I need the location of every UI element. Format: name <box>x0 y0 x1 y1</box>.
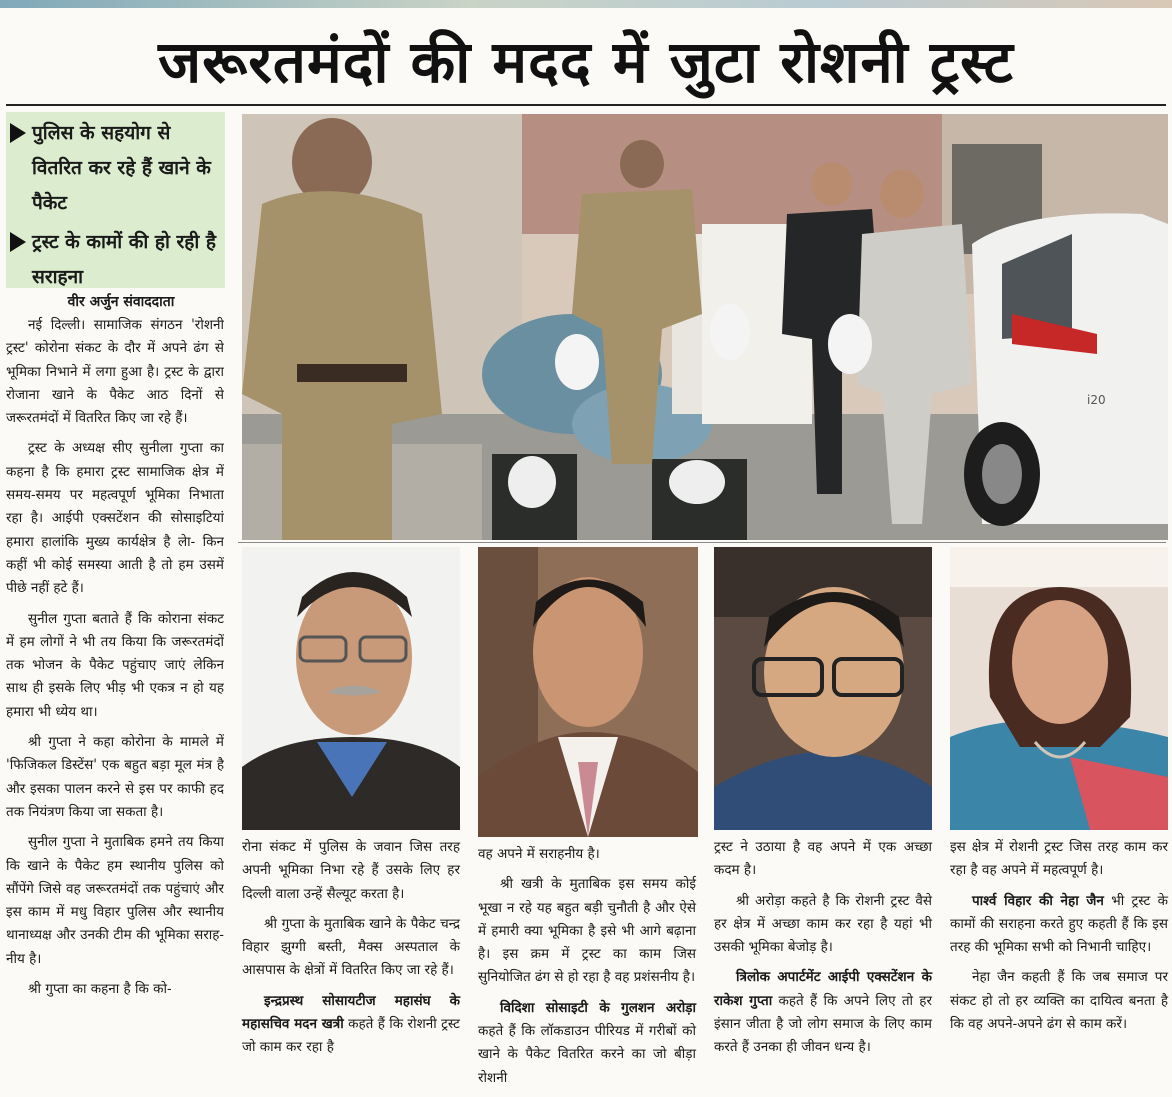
article-column-4 <box>714 836 932 1067</box>
paragraph <box>478 997 696 1090</box>
portrait-neha-jain <box>950 547 1168 830</box>
paragraph: नई दिल्ली। सामाजिक संगठन 'रोशनी ट्रस्ट' कोरोना संकट के दौर में अपने ढंग से भूमिका निभाने में लगा हुआ है। ट्रस्ट के द्वारा रोजाना खाने के पैकेट आठ दिनों से जरूरतमंदों में वितरित किए जा रहे हैं। <box>6 317 224 427</box>
paragraph-rest: कहते हैं कि अपने लिए तो हर इंसान जीता है जो लोग समाज के लिए काम करते हैं उनका ही जीवन धन्य है। <box>714 992 932 1056</box>
paragraph-rest: भी ट्रस्ट के कामों की सराहना करते हुए कहती हैं कि इस तरह की भूमिका सभी को निभानी चाहिए। <box>950 892 1168 956</box>
paragraph: श्री अरोड़ा कहते है कि रोशनी ट्रस्ट वैसे हर क्षेत्र में अच्छा काम कर रहा है यहां भी उसकी भूमिका बेजोड़ है। <box>714 892 932 956</box>
portrait-gulshan-arora <box>478 547 698 837</box>
paragraph: श्री गुप्ता के मुताबिक खाने के पैकेट चन्द्र विहार झुग्गी बस्ती, मैक्स अस्पताल के आसपास के क्षेत्रों में वितरित किए जा रहे हैं। <box>242 915 460 979</box>
photo-divider <box>238 542 1166 543</box>
paragraph <box>242 990 460 1060</box>
paragraph <box>950 890 1168 960</box>
paragraph: श्री गुप्ता का कहना है कि को- <box>28 981 172 998</box>
highlight-item <box>10 116 217 221</box>
triangle-bullet-icon <box>10 232 26 252</box>
paragraph: श्री गुप्ता ने कहा कोरोना के मामले में 'फिजिकल डिस्टेंस' एक बहुत बड़ा मूल मंत्र है और इसका पालन करने से इस पर काफी हद तक नियंत्रण किया जा सकता है। <box>6 734 224 820</box>
bold-name: विदिशा सोसाइटी के गुलशन अरोड़ा <box>500 999 696 1016</box>
highlight-text: पुलिस के सहयोग से वितरित कर रहे हैं खाने के पैकेट <box>32 122 211 214</box>
main-photo-police-distribution <box>242 114 1168 540</box>
headline: जरूरतमंदों की मदद में जुटा रोशनी ट्रस्ट <box>158 28 1014 96</box>
paragraph: ट्रस्ट ने उठाया है वह अपने में एक अच्छा कदम है। <box>714 839 932 879</box>
paragraph <box>714 966 932 1059</box>
article-column-5 <box>950 836 1168 1043</box>
byline: वीर अर्जुन संवाददाता <box>67 294 175 310</box>
headline-rule <box>6 104 1166 106</box>
paragraph: ट्रस्ट के अध्यक्ष सीए सुनीला गुप्ता का कहना है कि हमारा ट्रस्ट सामाजिक क्षेत्र में समय-समय पर महत्वपूर्ण भूमिका निभाता रहा है। आईपी एक्सटेंशन की सोसाइटियां हमारा हालांकि मुख्य कार्यक्षेत्र है लेा- किन कहीं भी कोई समस्या आती है तो हम उसमें पीछे नहीं हटे हैं। <box>6 440 224 597</box>
triangle-bullet-icon <box>10 123 26 143</box>
paragraph: श्री खत्री के मुताबिक इस समय कोई भूखा न रहे यह बहुत बड़ी चुनौती है और ऐसे में हमारी क्या भूमिका है इसे भी आगे बढ़ाना है। इस क्रम में ट्रस्ट का काम जिस सुनियोजित ढंग से हो रहा है वह प्रशंसनीय है। <box>478 876 696 986</box>
article-column-3 <box>478 843 696 1097</box>
paragraph: सुनील गुप्ता बताते हैं कि कोराना संकट में हम लोगों ने भी तय किया कि जरूरतमंदों तक भोजन के पैकेट पहुंचाए जाएं लेकिन साथ ही इसके लिए भीड़ भी एकत्र न हो यह हमारा भी ध्येय था। <box>6 610 224 720</box>
paragraph: इस क्षेत्र में रोशनी ट्रस्ट जिस तरह काम कर रहा है वह अपने में महत्वपूर्ण है। <box>950 839 1168 879</box>
paragraph-rest: कहते हैं कि रोशनी ट्रस्ट जो काम कर रहा है <box>242 1016 460 1056</box>
portrait-rakesh-gupta <box>714 547 932 830</box>
paragraph: वह अपने में सराहनीय है। <box>478 846 600 862</box>
car-badge: i20 <box>1087 393 1106 407</box>
article-column-1 <box>6 314 224 1096</box>
paragraph-rest: कहते हैं कि लॉकडाउन पीरियड में गरीबों को खाने के पैकेट वितरित करने का जो बीड़ा रोशनी <box>478 1023 696 1086</box>
article-column-2 <box>242 836 460 1067</box>
paragraph: नेहा जैन कहती हैं कि जब समाज पर संकट हो तो हर व्यक्ति का दायित्व बनता है कि वह अपने-अपने ढंग से काम करें। <box>950 969 1168 1033</box>
paragraph: रोना संकट में पुलिस के जवान जिस तरह अपनी भूमिका निभा रहे हैं उसके लिए हर दिल्ली वाला उन्हें सैल्यूट करता है। <box>242 839 460 902</box>
highlight-item <box>10 225 217 295</box>
highlight-text: ट्रस्ट के कामों की हो रही है सराहना <box>32 231 217 288</box>
highlight-box <box>6 112 225 288</box>
top-color-strip <box>0 0 1172 8</box>
paragraph: सुनील गुप्ता ने मुताबिक हमने तय किया कि खाने के पैकेट हम स्थानीय पुलिस को सौंपेंगे जिसे वह जरूरतमंदों तक पहुंचाएं और इस काम में मधु विहार पुलिस और स्थानीय थानाध्यक्ष और उनकी टीम की भूमिका सराह- नीय है। <box>6 834 224 967</box>
bold-name: पार्श्व विहार की नेहा जैन <box>972 892 1104 909</box>
bold-name: त्रिलोक अपार्टमेंट आईपी एक्सटेंशन के राकेश गुप्ता <box>714 969 932 1009</box>
portrait-madan-khatri <box>242 547 460 830</box>
bold-name: इन्द्रप्रस्थ सोसायटीज महासंघ के महासचिव मदन खत्री <box>242 992 460 1033</box>
